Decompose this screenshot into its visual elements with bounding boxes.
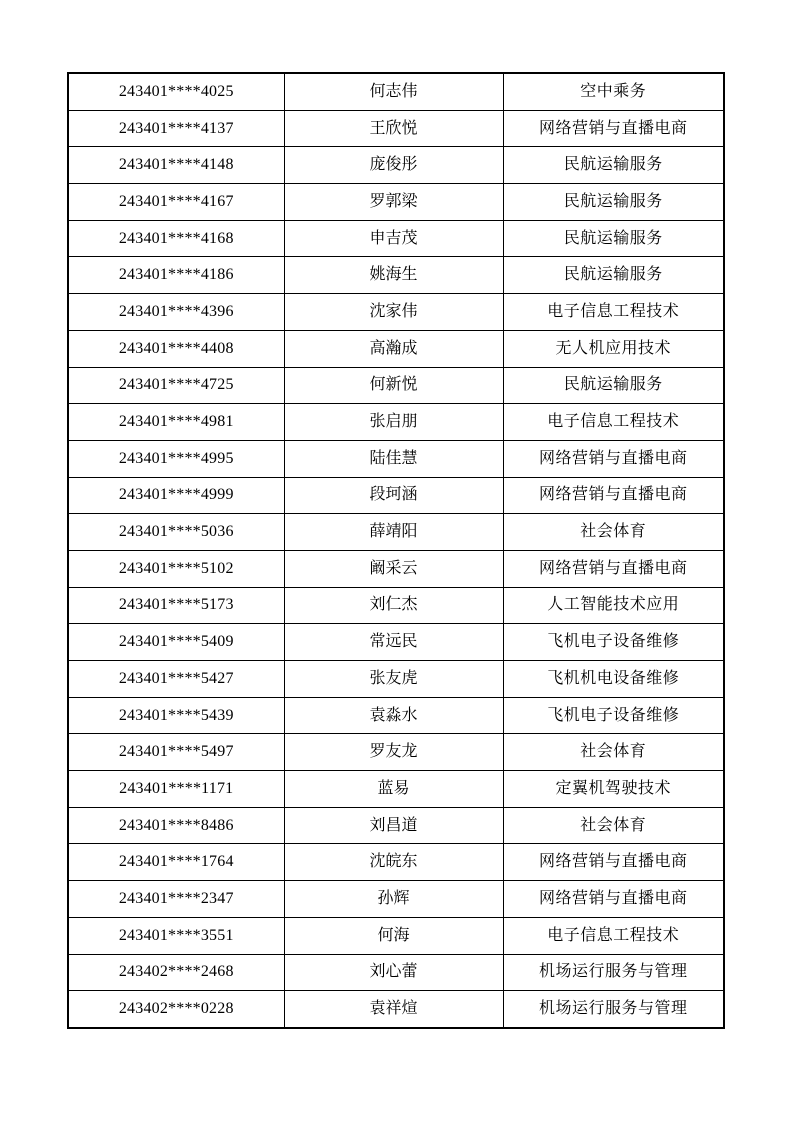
- exam-id-cell: 243401****4137: [68, 110, 284, 147]
- student-name-cell: 袁淼水: [284, 697, 503, 734]
- student-name-cell: 申吉茂: [284, 220, 503, 257]
- exam-id-cell: 243401****5427: [68, 661, 284, 698]
- major-cell: 定翼机驾驶技术: [503, 771, 724, 808]
- table-row: [68, 624, 724, 661]
- table-row: [68, 844, 724, 881]
- exam-id-cell: 243401****8486: [68, 807, 284, 844]
- student-name-cell: 罗友龙: [284, 734, 503, 771]
- exam-id-cell: 243401****5173: [68, 587, 284, 624]
- student-name-cell: 庞俊彤: [284, 147, 503, 184]
- student-name-cell: 袁祥煊: [284, 991, 503, 1028]
- table-row: [68, 734, 724, 771]
- major-cell: 社会体育: [503, 807, 724, 844]
- roster-body: [68, 73, 724, 1028]
- exam-id-cell: 243401****5409: [68, 624, 284, 661]
- table-row: [68, 367, 724, 404]
- table-row: [68, 661, 724, 698]
- student-name-cell: 阚采云: [284, 550, 503, 587]
- student-name-cell: 薛靖阳: [284, 514, 503, 551]
- table-row: [68, 991, 724, 1028]
- exam-id-cell: 243401****5439: [68, 697, 284, 734]
- exam-id-cell: 243401****4999: [68, 477, 284, 514]
- exam-id-cell: 243401****3551: [68, 917, 284, 954]
- table-row: [68, 771, 724, 808]
- major-cell: 电子信息工程技术: [503, 404, 724, 441]
- student-name-cell: 段珂涵: [284, 477, 503, 514]
- student-name-cell: 常远民: [284, 624, 503, 661]
- major-cell: 机场运行服务与管理: [503, 991, 724, 1028]
- major-cell: 网络营销与直播电商: [503, 550, 724, 587]
- major-cell: 社会体育: [503, 734, 724, 771]
- major-cell: 飞机机电设备维修: [503, 661, 724, 698]
- major-cell: 电子信息工程技术: [503, 294, 724, 331]
- student-name-cell: 何志伟: [284, 73, 503, 110]
- major-cell: 无人机应用技术: [503, 330, 724, 367]
- table-row: [68, 404, 724, 441]
- table-row: [68, 294, 724, 331]
- student-name-cell: 沈家伟: [284, 294, 503, 331]
- table-row: [68, 587, 724, 624]
- exam-id-cell: 243402****0228: [68, 991, 284, 1028]
- exam-id-cell: 243401****4186: [68, 257, 284, 294]
- student-name-cell: 陆佳慧: [284, 440, 503, 477]
- exam-id-cell: 243402****2468: [68, 954, 284, 991]
- exam-id-cell: 243401****4148: [68, 147, 284, 184]
- major-cell: 民航运输服务: [503, 367, 724, 404]
- major-cell: 民航运输服务: [503, 257, 724, 294]
- major-cell: 网络营销与直播电商: [503, 844, 724, 881]
- student-name-cell: 蓝易: [284, 771, 503, 808]
- table-row: [68, 697, 724, 734]
- exam-id-cell: 243401****4725: [68, 367, 284, 404]
- student-name-cell: 刘昌道: [284, 807, 503, 844]
- exam-id-cell: 243401****4396: [68, 294, 284, 331]
- table-row: [68, 881, 724, 918]
- table-row: [68, 110, 724, 147]
- exam-id-cell: 243401****4995: [68, 440, 284, 477]
- major-cell: 民航运输服务: [503, 184, 724, 221]
- table-row: [68, 477, 724, 514]
- table-row: [68, 220, 724, 257]
- exam-id-cell: 243401****5497: [68, 734, 284, 771]
- student-name-cell: 刘仁杰: [284, 587, 503, 624]
- major-cell: 电子信息工程技术: [503, 917, 724, 954]
- major-cell: 机场运行服务与管理: [503, 954, 724, 991]
- table-row: [68, 147, 724, 184]
- table-row: [68, 440, 724, 477]
- table-row: [68, 550, 724, 587]
- exam-id-cell: 243401****5102: [68, 550, 284, 587]
- exam-id-cell: 243401****1764: [68, 844, 284, 881]
- student-name-cell: 姚海生: [284, 257, 503, 294]
- exam-id-cell: 243401****4167: [68, 184, 284, 221]
- major-cell: 社会体育: [503, 514, 724, 551]
- student-name-cell: 沈皖东: [284, 844, 503, 881]
- exam-id-cell: 243401****1171: [68, 771, 284, 808]
- student-name-cell: 刘心蕾: [284, 954, 503, 991]
- table-row: [68, 514, 724, 551]
- student-name-cell: 张友虎: [284, 661, 503, 698]
- major-cell: 网络营销与直播电商: [503, 881, 724, 918]
- table-row: [68, 807, 724, 844]
- admission-roster-table: [67, 72, 725, 1029]
- exam-id-cell: 243401****2347: [68, 881, 284, 918]
- major-cell: 飞机电子设备维修: [503, 624, 724, 661]
- major-cell: 网络营销与直播电商: [503, 477, 724, 514]
- student-name-cell: 张启朋: [284, 404, 503, 441]
- table-row: [68, 73, 724, 110]
- table-row: [68, 257, 724, 294]
- student-name-cell: 何海: [284, 917, 503, 954]
- major-cell: 网络营销与直播电商: [503, 440, 724, 477]
- table-row: [68, 184, 724, 221]
- student-name-cell: 王欣悦: [284, 110, 503, 147]
- major-cell: 网络营销与直播电商: [503, 110, 724, 147]
- student-name-cell: 罗郭梁: [284, 184, 503, 221]
- major-cell: 人工智能技术应用: [503, 587, 724, 624]
- table-row: [68, 330, 724, 367]
- exam-id-cell: 243401****4168: [68, 220, 284, 257]
- major-cell: 民航运输服务: [503, 220, 724, 257]
- major-cell: 空中乘务: [503, 73, 724, 110]
- major-cell: 民航运输服务: [503, 147, 724, 184]
- table-row: [68, 917, 724, 954]
- exam-id-cell: 243401****4025: [68, 73, 284, 110]
- exam-id-cell: 243401****4981: [68, 404, 284, 441]
- student-name-cell: 高瀚成: [284, 330, 503, 367]
- exam-id-cell: 243401****4408: [68, 330, 284, 367]
- table-row: [68, 954, 724, 991]
- exam-id-cell: 243401****5036: [68, 514, 284, 551]
- student-name-cell: 何新悦: [284, 367, 503, 404]
- major-cell: 飞机电子设备维修: [503, 697, 724, 734]
- student-name-cell: 孙辉: [284, 881, 503, 918]
